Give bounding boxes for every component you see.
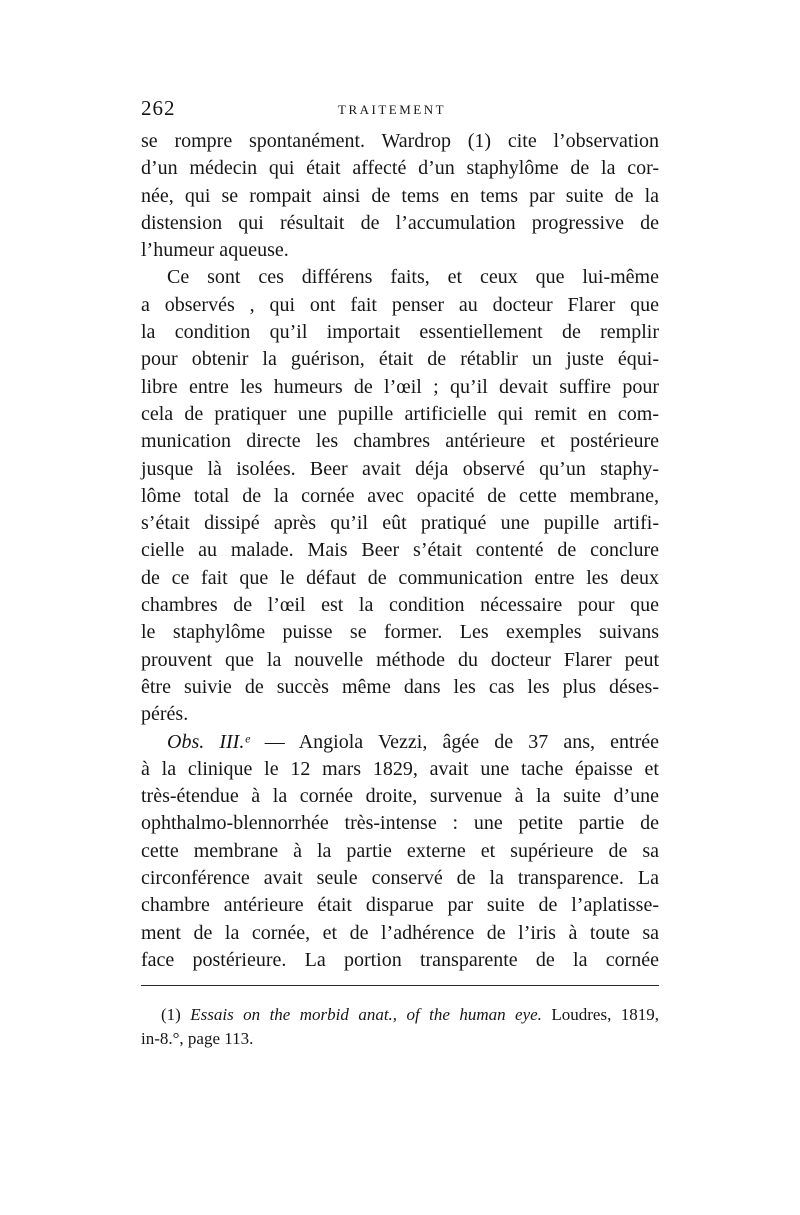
text-line: pérés. [141,703,189,726]
text-line: l’humeur aqueuse. [141,239,289,262]
footnote-marker: (1) [161,1005,181,1024]
text-line: jusque là isolées. Beer avait déja observé qu’un staphy- [141,457,659,480]
footnote-line [141,1003,659,1027]
text-line: d’un médecin qui était affecté d’un staphylôme de la cor- [141,157,659,180]
text-line: circonférence avait seule conservé de la transparence. La [141,867,659,890]
text-line: s’était dissipé après qu’il eût pratiqué une pupille artifi- [141,512,659,535]
footnote-publication: Loudres, 1819, [551,1005,660,1024]
text-line: le staphylôme puisse se former. Les exemples suivans [141,621,659,644]
text-line: lôme total de la cornée avec opacité de cette membrane, [141,484,659,507]
text-line: munication directe les chambres antérieure et postérieure [141,430,659,453]
text-line: distension qui résultait de l’accumulation progressive de [141,211,659,234]
text-line: ophthalmo-blennorrhée très-intense : une petite partie de [141,812,659,835]
obs-label: Obs. III.ᵉ [167,730,250,753]
text-line: a observés , qui ont fait penser au docteur Flarer que [141,293,659,316]
obs-line [141,729,659,756]
obs-text: — Angiola Vezzi, âgée de 37 ans, entrée [264,730,660,753]
text-line: Ce sont ces différens faits, et ceux que lui-même [167,266,659,289]
text-line: libre entre les humeurs de l’œil ; qu’il devait suffire pour [141,375,659,398]
footnote-line: in-8.°, page 113. [141,1029,254,1048]
text-line: se rompre spontanément. Wardrop (1) cite l’observation [141,130,659,152]
text-line: cela de pratiquer une pupille artificielle qui remit en com- [141,402,659,425]
footnote [141,1003,659,1051]
running-head: TRAITEMENT [338,102,447,117]
text-line: être suivie de succès même dans les cas les plus déses- [141,675,659,698]
page-number: 262 [141,96,176,120]
text-line: ment de la cornée, et de l’adhérence de l’iris à toute sa [141,921,659,944]
text-line: à la clinique le 12 mars 1829, avait une tache épaisse et [141,757,659,780]
footnote-title: Essais on the morbid anat., of the human eye. [190,1005,542,1024]
text-line: chambre antérieure était disparue par suite de l’aplatisse- [141,894,659,917]
page-header [141,96,659,122]
text-line: de ce fait que le défaut de communication entre les deux [141,566,659,589]
text-line: prouvent que la nouvelle méthode du docteur Flarer peut [141,648,659,671]
text-line: pour obtenir la guérison, était de rétablir un juste équi- [141,348,659,371]
text-line: chambres de l’œil est la condition nécessaire pour que [141,594,659,617]
text-line: née, qui se rompait ainsi de tems en tems par suite de la [141,184,659,207]
text-line: cielle au malade. Mais Beer s’était contenté de conclure [141,539,659,562]
text-line: la condition qu’il importait essentiellement de remplir [141,321,659,344]
footnote-divider [141,985,659,986]
text-line: cette membrane à la partie externe et supérieure de sa [141,839,659,862]
text-line: très-étendue à la cornée droite, survenue à la suite d’une [141,785,659,808]
body-text [141,128,659,974]
text-line: face postérieure. La portion transparente de la cornée [141,948,659,971]
